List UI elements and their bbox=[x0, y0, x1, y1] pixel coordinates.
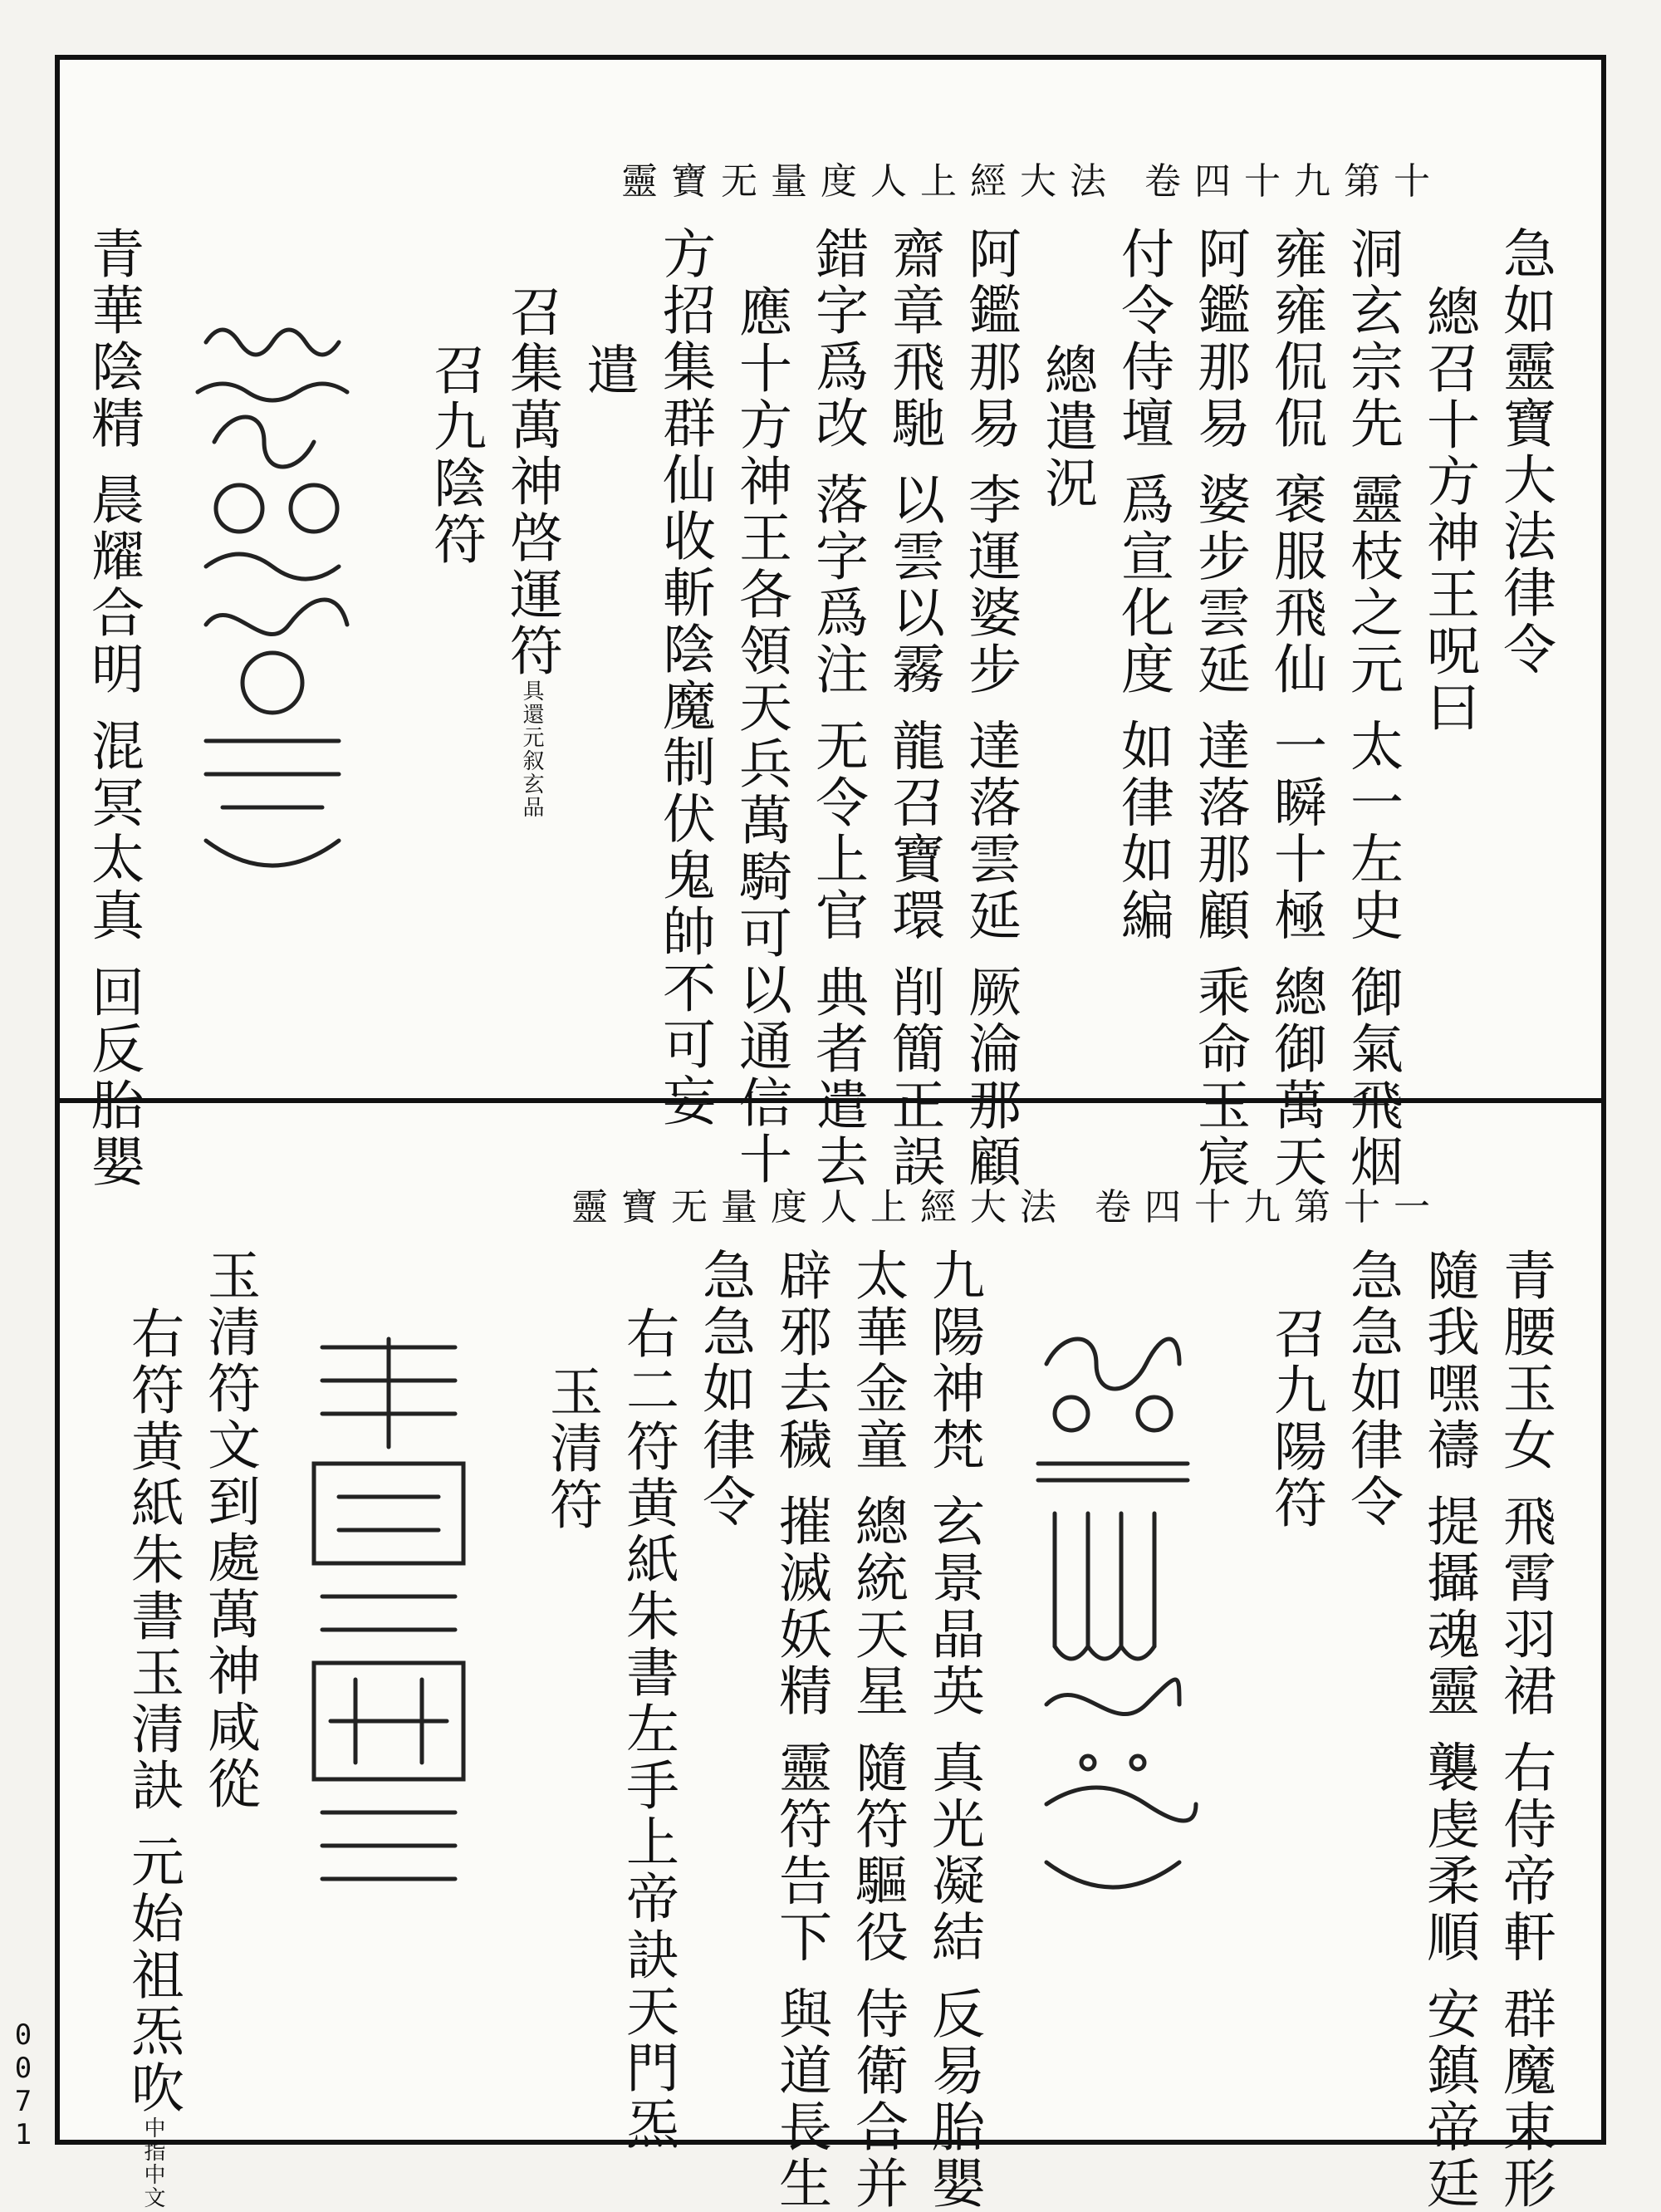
text-column: 錯字爲改 落字爲注 无令上官 典者遣去 bbox=[806, 226, 868, 1191]
text-column: 急如靈寶大法律令 bbox=[1494, 226, 1556, 678]
text-column: 青腰玉女 飛霄羽裙 右侍帝軒 群魔束形 bbox=[1494, 1248, 1556, 2212]
text-column: 應十方神王各領天兵萬騎可以通信十 bbox=[730, 284, 791, 1188]
text-column: 總遣況 bbox=[1036, 342, 1097, 512]
text-column: 方招集群仙收斬陰魔制伏鬼帥不可妄 bbox=[654, 226, 715, 1130]
text-column: 急急如律令 bbox=[1341, 1248, 1403, 1530]
page-header-bottom: 靈寶无量度人上經大法 卷四十九第十一 bbox=[571, 1186, 1443, 1229]
panel-bottom bbox=[110, 1248, 1556, 2212]
text-column: 玉清符文到處萬神咸從 bbox=[198, 1248, 260, 1812]
text-column bbox=[501, 226, 562, 1057]
annotation: 具還元叙玄品 bbox=[519, 679, 544, 819]
page-frame bbox=[55, 55, 1606, 2212]
text-column: 召九陽符 bbox=[1265, 1306, 1326, 1532]
text-column: 九陽神梵 玄景晶英 真光凝結 反易胎嬰 bbox=[923, 1248, 984, 2212]
panel-top bbox=[82, 226, 1556, 1191]
talisman-drawing bbox=[289, 1314, 488, 1912]
talisman-drawing bbox=[173, 292, 372, 890]
text-column: 齋章飛馳 以雲以霧 龍召寶環 削簡正誤 bbox=[883, 226, 944, 1191]
text-column: 右二符黄紙朱書左手上帝訣天門炁 bbox=[617, 1306, 679, 2153]
text-column: 阿鑑那易 婆步雲延 達落那顧 乘命玉宸 bbox=[1188, 226, 1250, 1191]
talisman-jade-purity-image bbox=[289, 1314, 488, 2145]
text-column: 召九陰符 bbox=[424, 342, 486, 568]
page-number: 0071 bbox=[7, 2018, 40, 2151]
text-column: 太華金童 總統天星 隨符驅役 侍衛合并 bbox=[846, 1248, 908, 2212]
text-column: 付令侍壇 爲宣化度 如律如編 bbox=[1112, 226, 1173, 944]
text-column: 隨我嘿禱 提攝魂靈 襲虔柔順 安鎮帝廷 bbox=[1418, 1248, 1479, 2212]
text-column: 阿鑑那易 李運婆步 達落雲延 厥淪那顧 bbox=[959, 226, 1021, 1191]
page-header-top: 靈寶无量度人上經大法 卷四十九第十 bbox=[621, 160, 1443, 203]
talisman-nine-yang-image bbox=[1013, 1314, 1213, 2145]
talisman-title: 召集萬神啓運符 bbox=[501, 284, 562, 679]
text-column-body: 右符黄紙朱書玉清訣 元始祖炁吹 bbox=[122, 1306, 184, 2117]
text-column: 青華陰精 晨耀合明 混冥太真 回反胎嬰 bbox=[82, 226, 144, 1191]
text-column bbox=[122, 1248, 184, 2210]
text-column: 洞玄宗先 靈枝之元 太一左史 御氣飛烟 bbox=[1341, 226, 1403, 1191]
talisman-nine-yin-image bbox=[173, 292, 372, 1057]
text-column: 遣 bbox=[577, 342, 639, 399]
text-column: 雍雍侃侃 褒服飛仙 一瞬十極 總御萬天 bbox=[1265, 226, 1326, 1191]
text-column: 急急如律令 bbox=[693, 1248, 755, 1530]
text-column: 總召十方神王呪曰 bbox=[1418, 284, 1479, 736]
annotation: 中指中文 bbox=[140, 2116, 165, 2210]
talisman-drawing bbox=[1013, 1314, 1213, 1912]
page-divider bbox=[60, 1098, 1601, 1103]
text-column: 玉清符 bbox=[541, 1364, 602, 1533]
text-column: 辟邪去穢 摧滅妖精 靈符告下 與道長生 bbox=[770, 1248, 831, 2212]
